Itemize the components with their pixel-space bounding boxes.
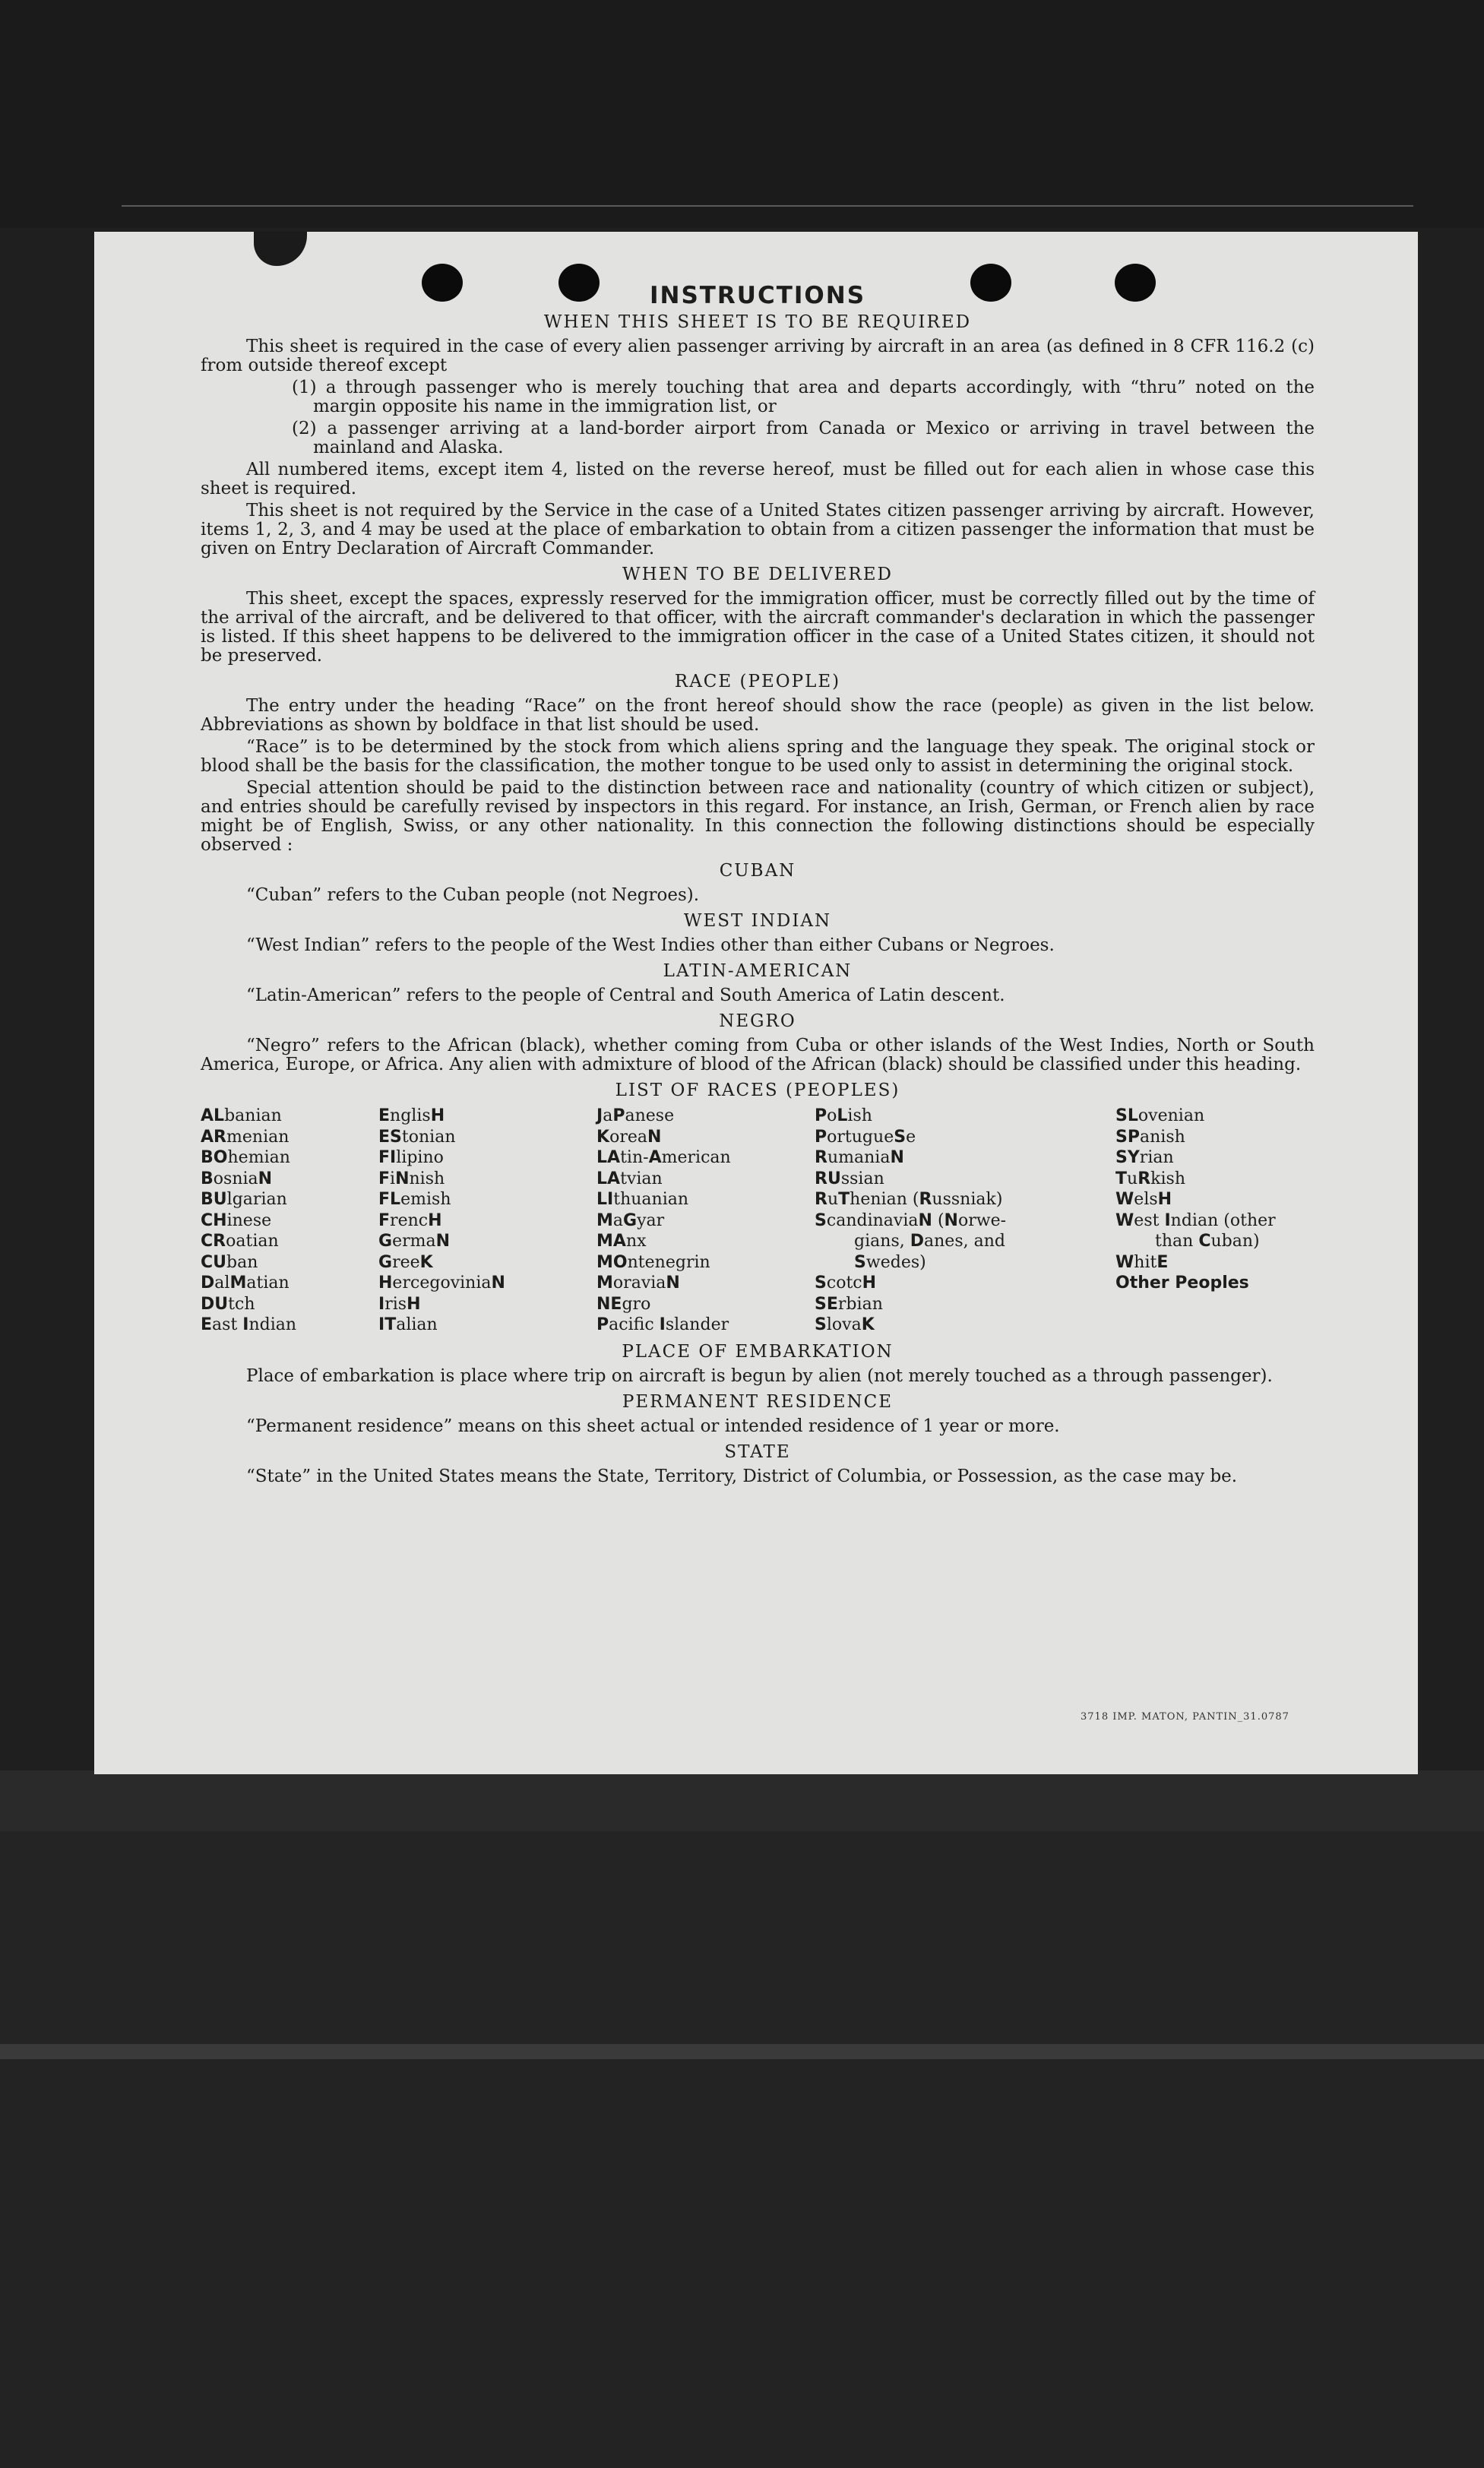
race-entry: MOntenegrin (596, 1252, 710, 1272)
race-entry: MoraviaN (596, 1274, 680, 1293)
paragraph: All numbered items, except item 4, listed on the reverse hereof, must be filled out for each alien in whose case this sheet is required. (201, 460, 1315, 498)
race-entry: FrencH (378, 1210, 442, 1230)
race-entry: DUtch (201, 1294, 255, 1314)
races-column (201, 1106, 378, 1336)
section-heading-west-indian: WEST INDIAN (683, 911, 832, 931)
race-entry: ITalian (378, 1315, 438, 1334)
race-entry: DalMatian (201, 1274, 290, 1293)
race-entry: ScotcH (815, 1274, 877, 1293)
section-heading-latin-american: LATIN-AMERICAN (663, 961, 853, 981)
race-entry: GreeK (378, 1252, 433, 1272)
race-entry: NEgro (596, 1294, 651, 1314)
paragraph: “Latin-American” refers to the people of Central and South America of Latin descent. (246, 986, 1005, 1005)
exception-item: (1) a through passenger who is merely touching that area and departs accordingly, with “thru” noted on the margin opposite his name in the immigration list, or (292, 378, 1315, 416)
race-entry: HercegoviniaN (378, 1274, 505, 1293)
film-divider (0, 2044, 1484, 2059)
race-entry: SlovaK (815, 1315, 875, 1334)
race-entry: SPanish (1115, 1127, 1185, 1147)
race-entry: TuRkish (1115, 1169, 1185, 1188)
race-entry: MaGyar (596, 1210, 665, 1230)
paragraph: “Permanent residence” means on this sheet actual or intended residence of 1 year or more. (246, 1416, 1060, 1436)
race-entry: SYrian (1115, 1148, 1174, 1167)
race-entry: than Cuban) (1155, 1232, 1260, 1251)
race-entry: Pacifc Islander (596, 1315, 729, 1334)
race-entry: East Indian (201, 1315, 297, 1334)
race-entry: FiNnish (378, 1169, 445, 1188)
exception-item: (2) a passenger arriving at a land-border airport from Canada or Mexico or arriving in travel between the mainland and Alaska. (292, 419, 1315, 457)
race-entry: gians, Danes, and (854, 1232, 1006, 1251)
race-entry: RumaniaN (815, 1148, 904, 1167)
film-frame-gap (0, 1770, 1484, 1831)
race-entry: WelsH (1115, 1190, 1172, 1209)
race-entry: CUban (201, 1252, 258, 1272)
race-entry: PortugueSe (815, 1127, 916, 1147)
torn-corner (254, 232, 307, 266)
paragraph: “State” in the United States means the State, Territory, District of Columbia, or Possession, as the case may be. (246, 1466, 1238, 1486)
race-entry: LAtvian (596, 1169, 663, 1188)
race-entry: West Indian (other (1115, 1210, 1276, 1230)
races-column (1115, 1106, 1315, 1336)
paragraph: The entry under the heading “Race” on the front hereof should show the race (people) as given in the list below. Abbreviations as shown by boldface in that list should be used. (201, 696, 1315, 735)
sheet-content (201, 277, 1315, 1489)
race-entry: KoreaN (596, 1127, 662, 1147)
race-entry: BOhemian (201, 1148, 290, 1167)
paragraph: “Race” is to be determined by the stock from which aliens spring and the language they speak. The original stock or blood shall be the basis for the classification, the mother tongue to be used only to assist in determining the original stock. (201, 737, 1315, 776)
race-entry: BUlgarian (201, 1190, 287, 1209)
race-entry: Swedes) (854, 1252, 926, 1272)
paragraph: This sheet is not required by the Service in the case of a United States citizen passenger arriving by aircraft. However, items 1, 2, 3, and 4 may be used at the place of embarkation to obtain from a citizen passenger the information that must be given on Entry Declaration of Aircraft Commander. (201, 501, 1315, 558)
race-entry: EStonian (378, 1127, 456, 1147)
section-heading-cuban: CUBAN (719, 861, 796, 881)
paragraph: Place of embarkation is place where trip on aircraft is begun by alien (not merely touched as a through passenger). (246, 1365, 1273, 1386)
race-entry: IrisH (378, 1294, 421, 1314)
race-entry: Other Peoples (1115, 1274, 1249, 1293)
race-entry: SErbian (815, 1294, 883, 1314)
races-column (815, 1106, 1115, 1336)
paragraph: Special attention should be paid to the distinction between race and nationality (country of which citizen or subject), and entries should be carefully revised by inspectors in this regard. For instance, an Irish, German, or French alien by race might be of English, Swiss, or any other nationality. In this connection the following distinctions should be especially observed : (201, 778, 1315, 855)
section-heading-state: STATE (724, 1441, 791, 1462)
film-blank-strip (0, 1831, 1484, 2044)
race-entry: RuThenian (Russniak) (815, 1190, 1003, 1209)
race-entry: WhitE (1115, 1252, 1169, 1272)
race-entry: EnglisH (378, 1106, 445, 1125)
race-entry: MAnx (596, 1232, 647, 1251)
film-scratch (122, 205, 1413, 207)
race-entry: SLovenian (1115, 1106, 1205, 1125)
races-column (378, 1106, 596, 1336)
instruction-sheet (94, 232, 1418, 1774)
race-entry: ALbanian (201, 1106, 282, 1125)
race-entry: ScandinaviaN (Norwe- (815, 1210, 1007, 1230)
section-heading-embarkation: PLACE OF EMBARKATION (622, 1341, 894, 1362)
section-heading-required: WHEN THIS SHEET IS TO BE REQUIRED (543, 312, 972, 332)
form-number: 3718 IMP. MATON, PANTIN_31.0787 (1081, 1711, 1289, 1723)
section-heading-race: RACE (PEOPLE) (674, 672, 841, 691)
race-entry: PoLish (815, 1106, 872, 1125)
section-heading-negro: NEGRO (719, 1011, 796, 1031)
races-column (596, 1106, 815, 1336)
race-entry: GermaN (378, 1232, 451, 1251)
page-title: INSTRUCTIONS (649, 282, 866, 309)
film-top-border (0, 0, 1484, 228)
paragraph: “Cuban” refers to the Cuban people (not Negroes). (246, 885, 700, 905)
race-entry: LIthuanian (596, 1190, 689, 1209)
race-entry: LAtin-American (596, 1148, 731, 1167)
film-bottom-border (0, 2059, 1484, 2468)
section-heading-residence: PERMANENT RESIDENCE (622, 1391, 894, 1412)
paragraph: This sheet is required in the case of every alien passenger arriving by aircraft in an area (as defined in 8 CFR 116.2 (c) from outside thereof except (201, 337, 1315, 375)
race-entry: ARmenian (201, 1127, 290, 1147)
race-entry: CRoatian (201, 1232, 279, 1251)
paragraph: “West Indian” refers to the people of the West Indies other than either Cubans or Negroes. (246, 935, 1055, 955)
paragraph: This sheet, except the spaces, expressly reserved for the immigration officer, must be correctly filled out by the time of the arrival of the aircraft, and be delivered to that officer, with the aircraft commander's declaration in which the passenger is listed. If this sheet happens to be delivered to the immigration officer in the case of a United States citizen, it should not be preserved. (201, 589, 1315, 666)
race-entry: JaPanese (596, 1106, 675, 1125)
section-heading-delivered: WHEN TO BE DELIVERED (622, 565, 893, 584)
paragraph: “Negro” refers to the African (black), whether coming from Cuba or other islands of the West Indies, North or South America, Europe, or Africa. Any alien with admixture of blood of the African (black) should be classified under this heading. (201, 1036, 1315, 1074)
race-entry: CHinese (201, 1210, 272, 1230)
race-entry: FLemish (378, 1190, 451, 1209)
race-entry: RUssian (815, 1169, 884, 1188)
race-entry: FIlipino (378, 1148, 444, 1167)
races-list (201, 1106, 1315, 1336)
section-heading-races: LIST OF RACES (PEOPLES) (615, 1081, 900, 1100)
race-entry: BosniaN (201, 1169, 273, 1188)
